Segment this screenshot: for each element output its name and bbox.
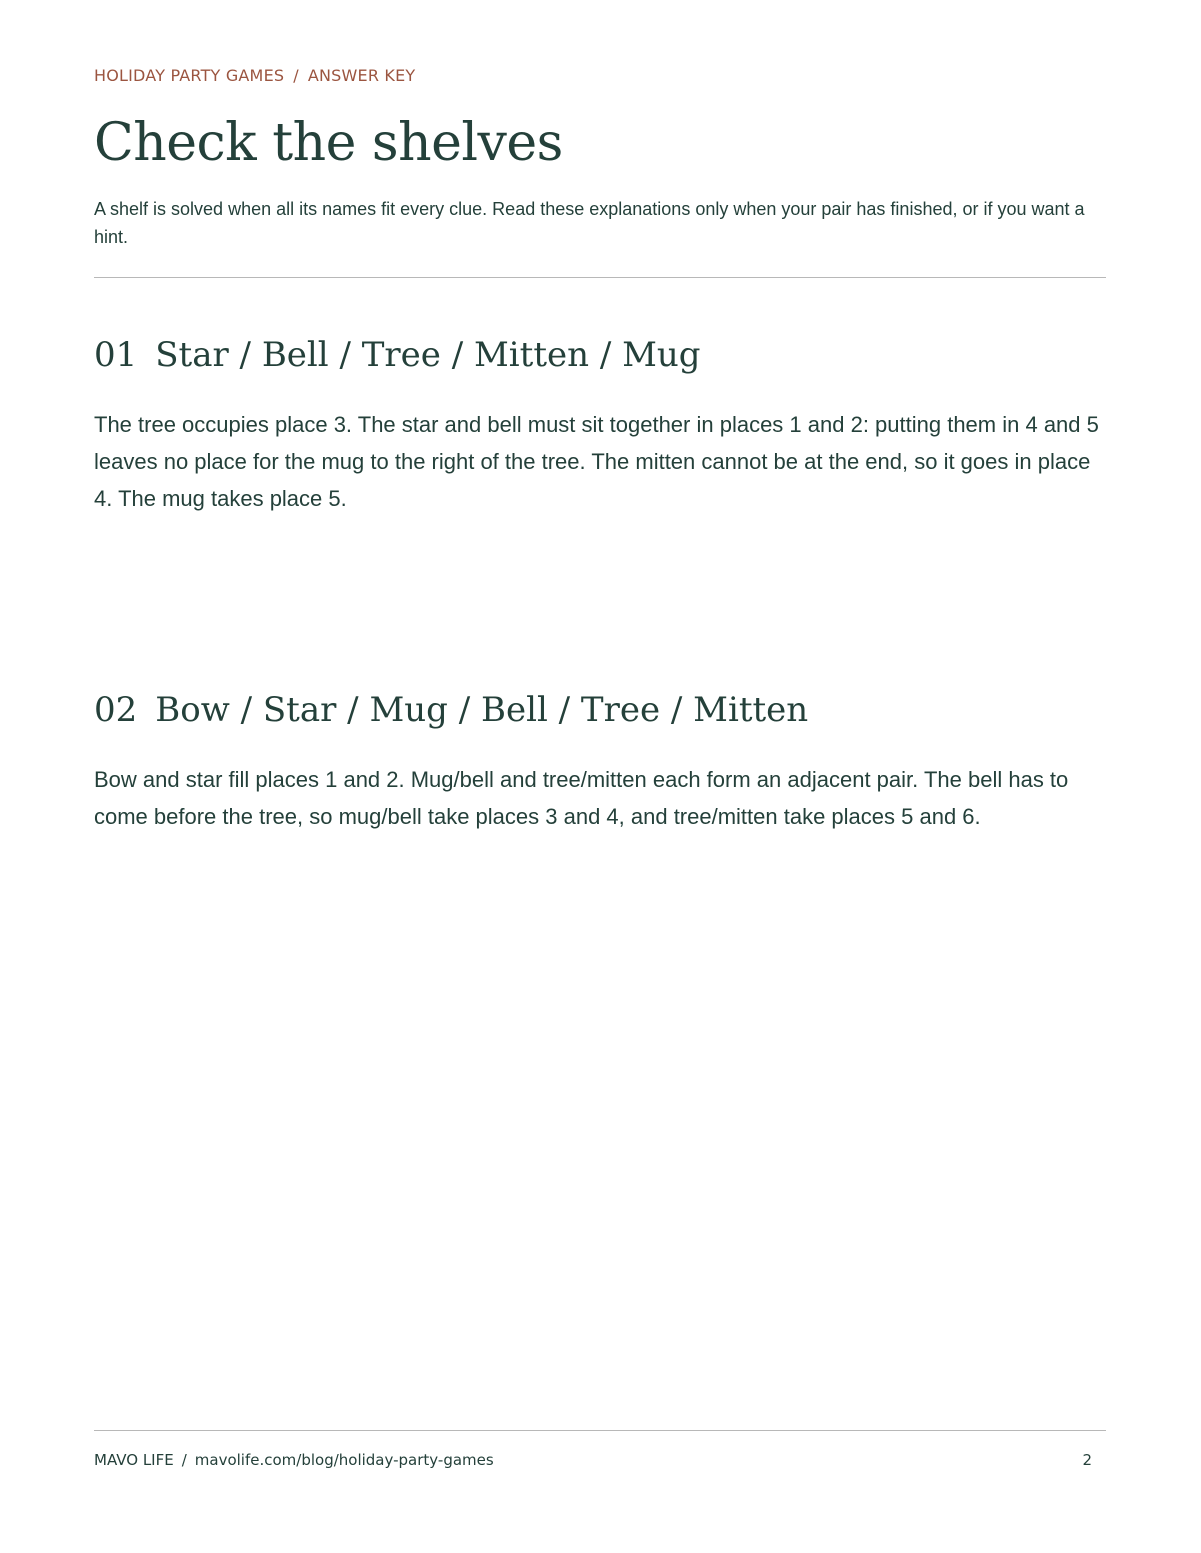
footer-url[interactable]: mavolife.com/blog/holiday-party-games xyxy=(194,1451,494,1469)
answer-explanation: The tree occupies place 3. The star and bell must sit together in places 1 and 2: putting them in 4 and 5 leaves no place for the mug to the right of the tree. The mitten cannot be at the end, so it goes in place 4. The mug takes place 5. xyxy=(94,412,1099,511)
intro-text: A shelf is solved when all its names fit every clue. Read these explanations only when your pair has finished, or if you want a hint. xyxy=(94,199,1085,247)
breadcrumb-separator: / xyxy=(293,66,299,85)
footer-source xyxy=(94,1451,494,1469)
answer-title: Star / Bell / Tree / Mitten / Mug xyxy=(155,335,701,375)
answer-explanation: Bow and star fill places 1 and 2. Mug/bell and tree/mitten each form an adjacent pair. The bell has to come before the tree, so mug/bell take places 3 and 4, and tree/mitten take places 5 and 6. xyxy=(94,767,1069,829)
breadcrumb xyxy=(94,66,415,85)
footer-brand: MAVO LIFE xyxy=(94,1451,174,1469)
page-title: Check the shelves xyxy=(94,113,563,173)
breadcrumb-section: HOLIDAY PARTY GAMES xyxy=(94,66,285,85)
footer-divider xyxy=(94,1430,1106,1431)
breadcrumb-page: ANSWER KEY xyxy=(307,66,416,85)
answer-section xyxy=(94,330,1106,517)
answer-number: 01 xyxy=(94,335,138,375)
header-divider xyxy=(94,277,1106,278)
answer-section xyxy=(94,685,1106,835)
answer-heading xyxy=(94,685,1106,735)
answer-number: 02 xyxy=(94,690,138,730)
answer-title: Bow / Star / Mug / Bell / Tree / Mitten xyxy=(155,690,809,730)
answer-heading xyxy=(94,330,1106,380)
page-number: 2 xyxy=(1082,1451,1092,1469)
footer-separator: / xyxy=(181,1451,187,1469)
answer-key-page xyxy=(94,0,1106,1553)
